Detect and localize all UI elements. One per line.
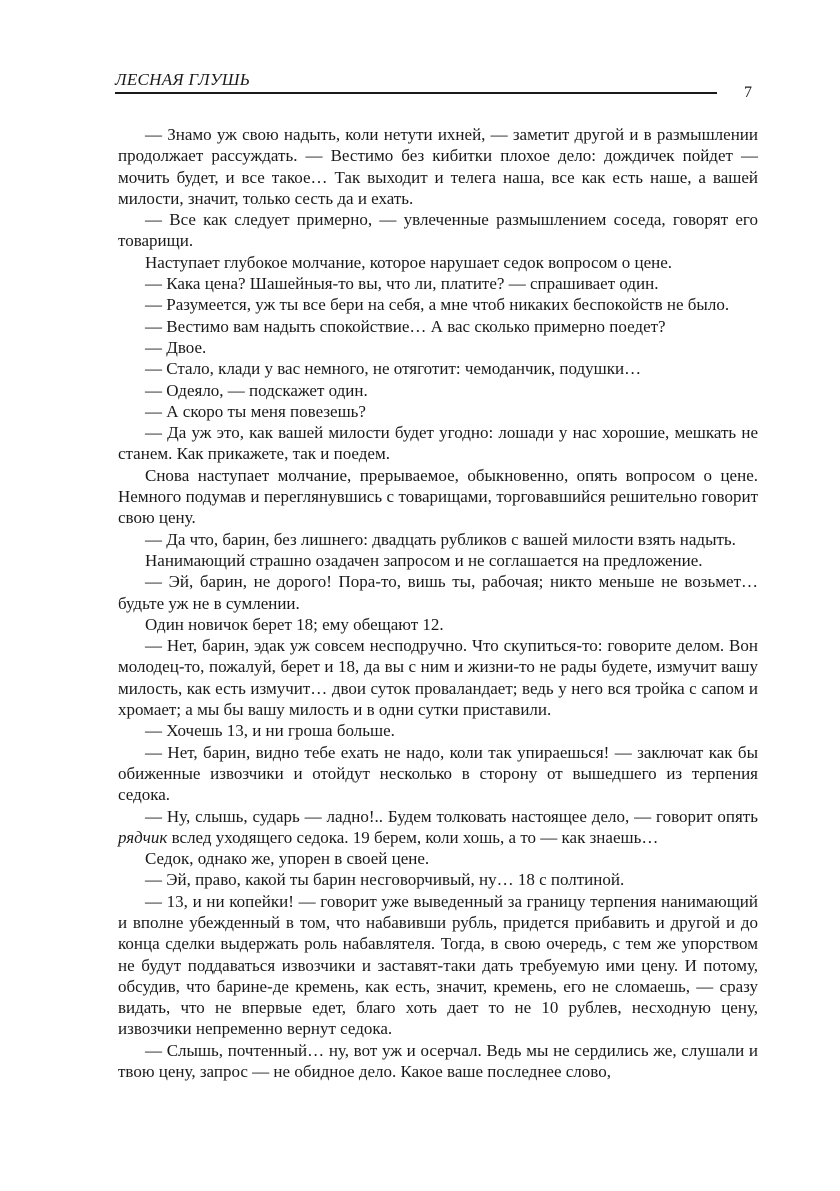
italic-term: рядчик — [118, 827, 168, 847]
paragraph — [118, 806, 758, 849]
paragraph: — Нет, барин, видно тебе ехать не надо, коли так упираешься! — заключат как бы обиженные извозчики и отойдут несколько в сторону от вышедшего из терпения седока. — [118, 742, 758, 805]
header-rule — [115, 92, 717, 94]
paragraph: Один новичок берет 18; ему обещают 12. — [145, 614, 444, 634]
text-block — [118, 124, 758, 1082]
paragraph-text: вслед уходящего седока. 19 берем, коли хошь, а то — как знаешь… — [167, 827, 659, 847]
paragraph: — Знамо уж свою надыть, коли нетути ихней, — заметит другой и в размышлении продолжает рассуждать. — Вестимо без кибитки плохое дело: дождичек пойдет — мочить будет, и все такое… Так выходит и телега наша, все как есть наше, а вашей милости, значит, только сесть да и ехать. — [118, 125, 758, 208]
paragraph: — Кака цена? Шашейныя-то вы, что ли, платите? — спрашивает один. — [145, 274, 659, 294]
paragraph: — 13, и ни копейки! — говорит уже выведенный за границу терпения нанимающий и вполне убежденный в том, что набавивши рубль, придется прибавить и другой и до конца сделки выдержать роль набавлятеля. Тогда, в свою очередь, с тем же упорством не будут поддаваться извозчики и заставят-таки дать требуемую ими цену. И потому, обсудив, что барине-де кремень, как есть, значит, кремень, его не сломаешь, — сразу видать, что не впервые едет, благо хоть дает то не 10 рублев, несходную цену, извозчики непременно вернут седока. — [118, 891, 758, 1039]
paragraph: — Все как следует примерно, — увлеченные размышлением соседа, говорят его товарищи. — [118, 210, 758, 251]
running-head: ЛЕСНАЯ ГЛУШЬ — [115, 70, 251, 89]
paragraph: — Да что, барин, без лишнего: двадцать рубликов с вашей милости взять надыть. — [145, 529, 736, 549]
paragraph: — Хочешь 13, и ни гроша больше. — [145, 721, 395, 741]
paragraph: Нанимающий страшно озадачен запросом и не соглашается на предложение. — [145, 550, 703, 570]
paragraph: — Одеяло, — подскажет один. — [145, 380, 368, 400]
paragraph: — Эй, право, какой ты барин несговорчивый, ну… 18 с полтиной. — [145, 870, 625, 890]
paragraph: — Слышь, почтенный… ну, вот уж и осерчал. Ведь мы не сердились же, слушали и твою цену, запрос — не обидное дело. Какое ваше последнее слово, — [118, 1040, 758, 1082]
paragraph: Наступает глубокое молчание, которое нарушает седок вопросом о цене. — [145, 252, 673, 272]
paragraph: — Вестимо вам надыть спокойствие… А вас сколько примерно поедет? — [145, 316, 666, 336]
paragraph: — Нет, барин, эдак уж совсем несподручно. Что скупиться-то: говорите делом. Вон молодец-то, пожалуй, берет и 18, да вы с ним и жизни-то не рады будете, измучит вашу милость, как есть измучит… двои суток проваландает; ведь у него вся тройка с сапом и хромает; а мы бы вашу милость и в одни сутки приставили. — [118, 636, 758, 720]
paragraph: — А скоро ты меня повезешь? — [145, 401, 366, 421]
page-number: 7 — [744, 84, 752, 101]
paragraph-text: — Ну, слышь, сударь — ладно!.. Будем толковать настоящее дело, — говорит опять — [145, 806, 758, 826]
paragraph: — Разумеется, уж ты все бери на себя, а мне чтоб никаких беспокойств не было. — [145, 295, 730, 315]
paragraph: — Стало, клади у вас немного, не отяготит: чемоданчик, подушки… — [145, 359, 642, 379]
paragraph: — Эй, барин, не дорого! Пора-то, вишь ты, рабочая; никто меньше не возьмет… будьте уж не в сумлении. — [118, 572, 758, 613]
paragraph: Снова наступает молчание, прерываемое, обыкновенно, опять вопросом о цене. Немного подумав и переглянувшись с товарищами, торговавшийся решительно говорит свою цену. — [118, 465, 758, 528]
paragraph: — Да уж это, как вашей милости будет угодно: лошади у нас хорошие, мешкать не станем. Как прикажете, так и поедем. — [118, 423, 758, 464]
paragraph: — Двое. — [145, 337, 207, 357]
paragraph: Седок, однако же, упорен в своей цене. — [145, 849, 430, 869]
